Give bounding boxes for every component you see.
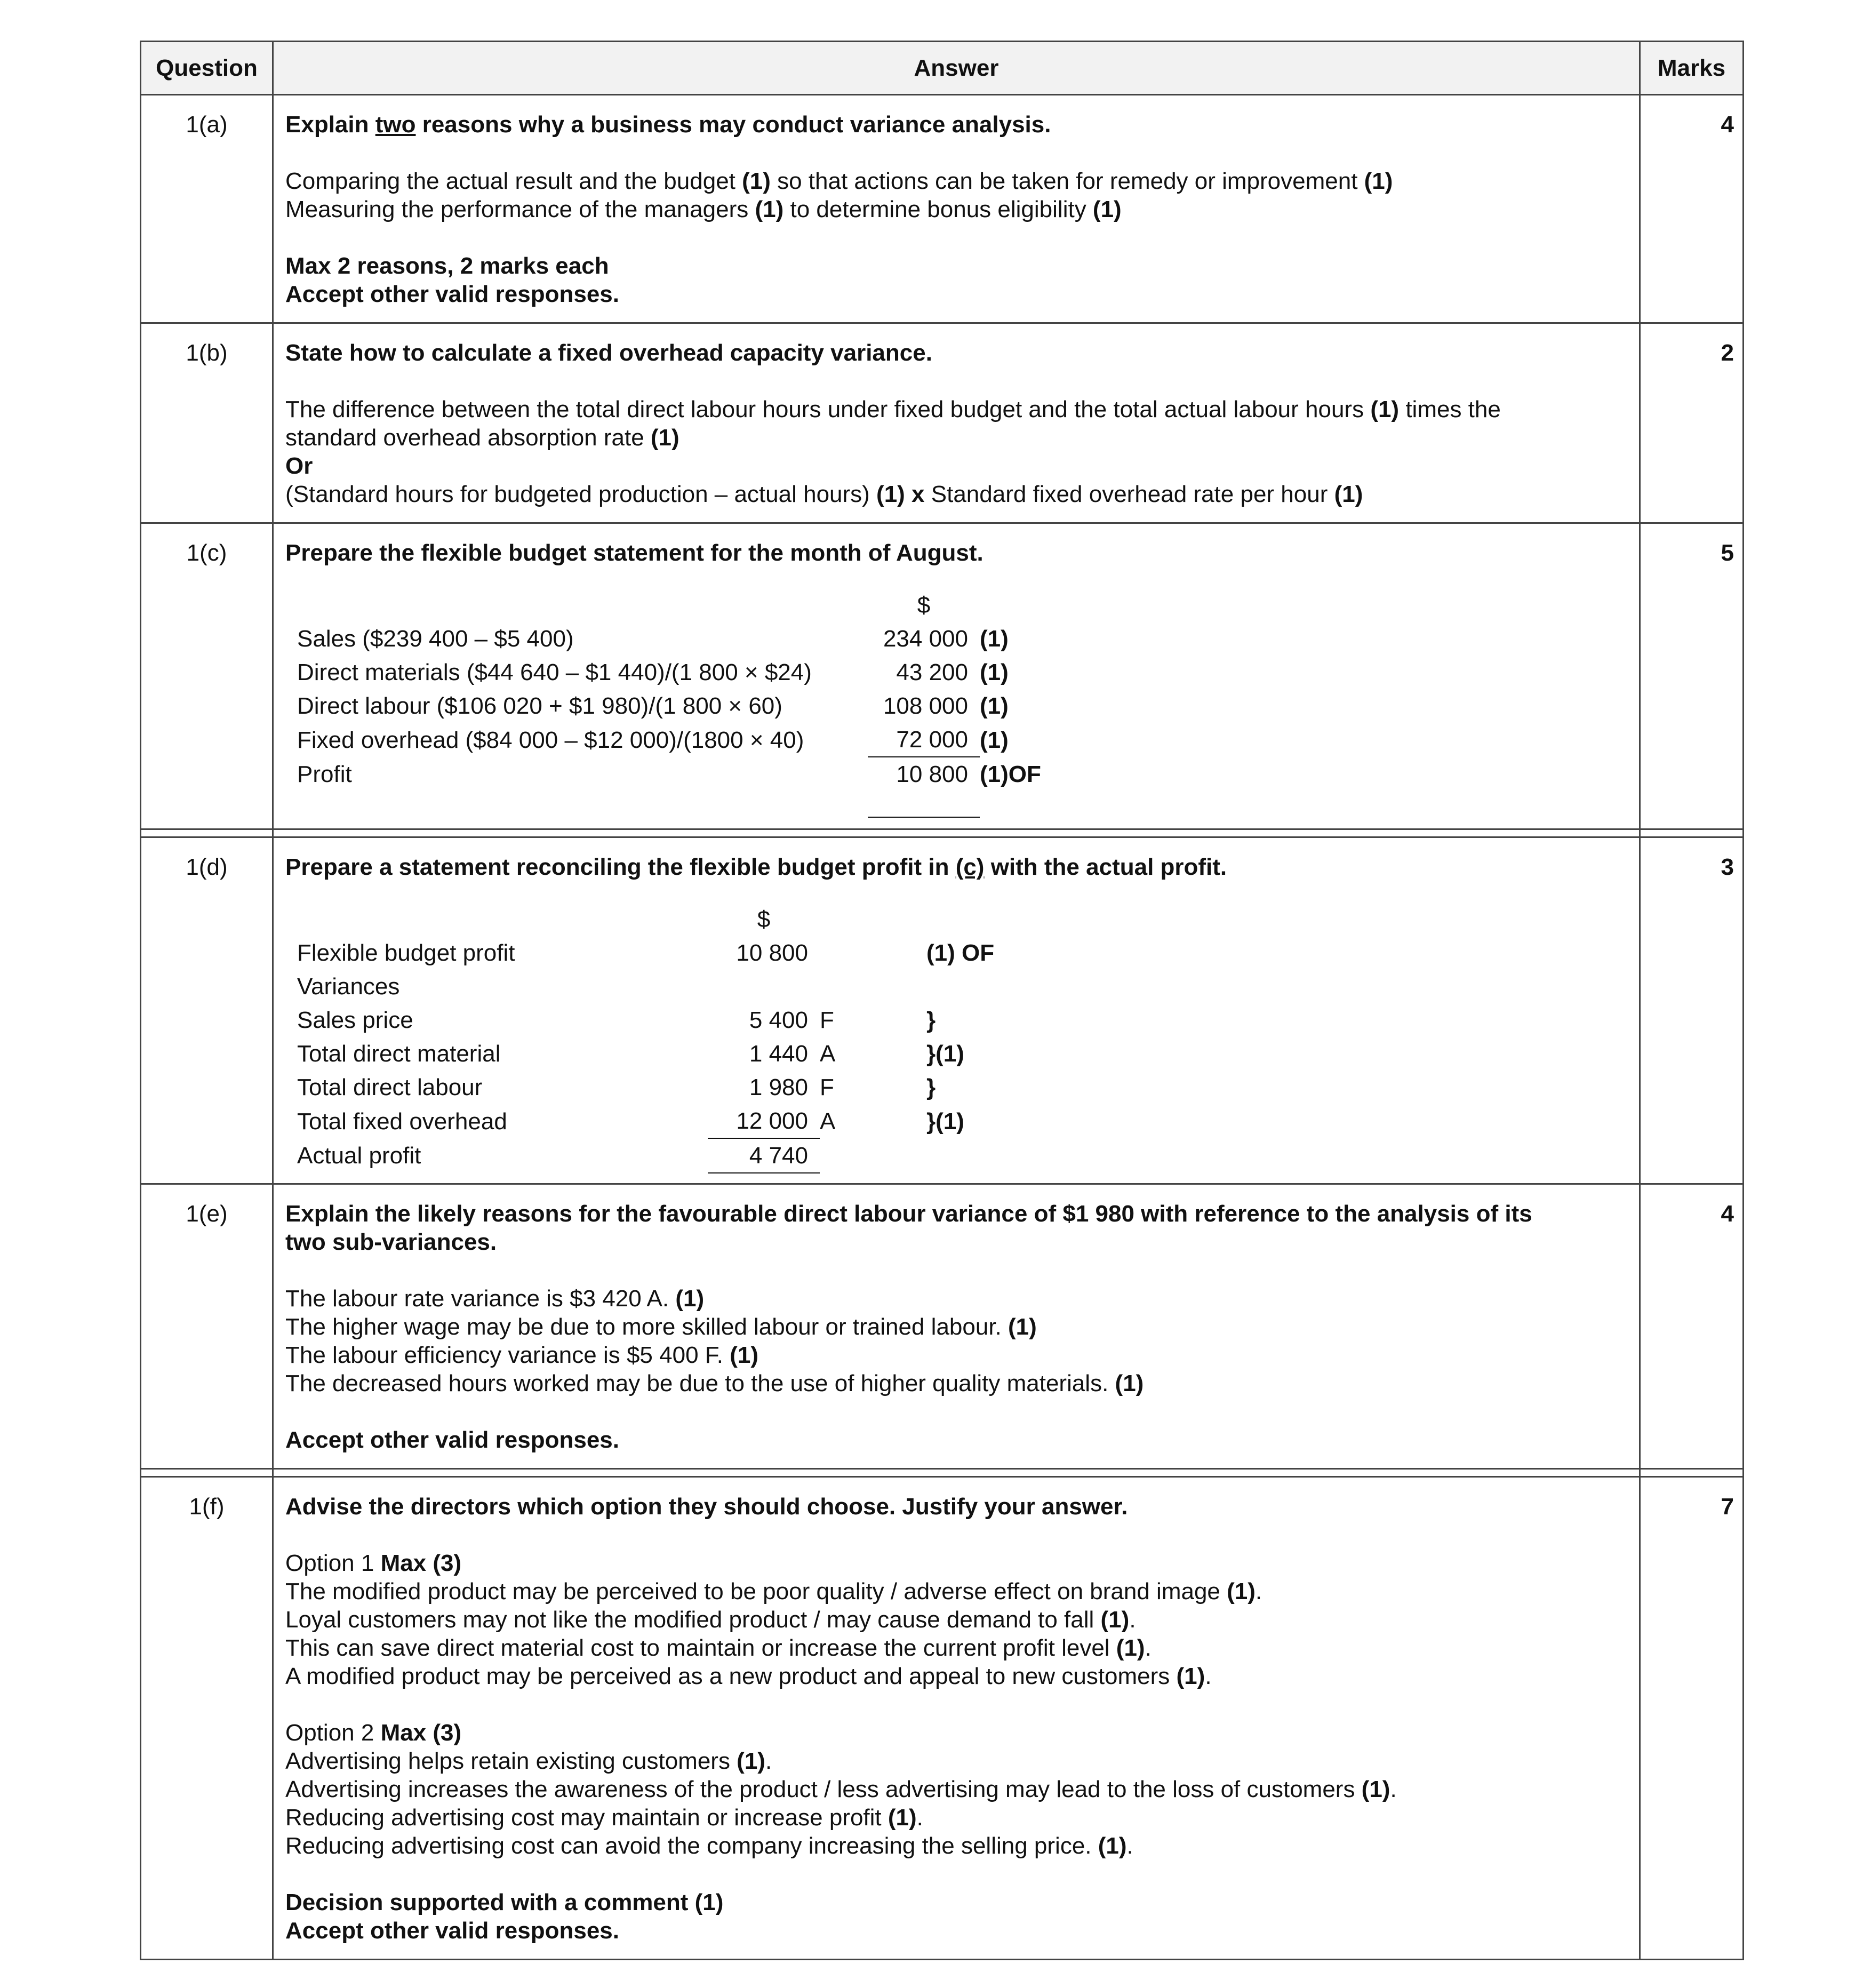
option-heading: Option 1 Max (3): [285, 1550, 462, 1576]
question-title: Advise the directors which option they should choose. Justify your answer.: [285, 1494, 1128, 1520]
guidance-note: Accept other valid responses.: [285, 281, 619, 307]
statement-row: Sales price 5 400 F }: [297, 1007, 936, 1033]
currency-header: $: [757, 906, 771, 932]
statement-row: Sales ($239 400 – $5 400) 234 000 (1): [297, 626, 1009, 652]
answer-cell: [273, 837, 1640, 1184]
question-title: Prepare a statement reconciling the flexible budget profit in (c) with the actual profit.: [285, 854, 1227, 880]
statement-row: Direct labour ($106 020 + $1 980)/(1 800 × 60) 108 000 (1): [297, 693, 1009, 719]
question-number: 1(b): [141, 323, 273, 523]
statement-row: Fixed overhead ($84 000 – $12 000)/(1800 × 40) 72 000 (1): [297, 723, 1054, 757]
guidance-note: Accept other valid responses.: [285, 1427, 619, 1453]
or-label: Or: [285, 453, 313, 479]
guidance-note: Max 2 reasons, 2 marks each: [285, 253, 609, 279]
question-title: Explain the likely reasons for the favourable direct labour variance of $1 980 with reference to the analysis of its: [285, 1201, 1532, 1227]
question-row-1f: [141, 1477, 1744, 1960]
answer-line: Loyal customers may not like the modified product / may cause demand to fall (1).: [285, 1607, 1136, 1633]
question-number: 1(d): [141, 837, 273, 1184]
answer-line: Advertising helps retain existing customers (1).: [285, 1748, 772, 1774]
statement-row: Direct materials ($44 640 – $1 440)/(1 800 × $24) 43 200 (1): [297, 659, 1009, 685]
question-title: State how to calculate a fixed overhead capacity variance.: [285, 340, 932, 366]
answer-line: standard overhead absorption rate (1): [285, 425, 679, 451]
header-row: [141, 42, 1744, 95]
answer-line: A modified product may be perceived as a new product and appeal to new customers (1).: [285, 1663, 1212, 1689]
marks-value: 4: [1640, 1184, 1744, 1469]
question-number: 1(a): [141, 95, 273, 323]
marks-value: 7: [1640, 1477, 1744, 1960]
answer-cell: [273, 323, 1640, 523]
answer-line: This can save direct material cost to maintain or increase the current profit level (1).: [285, 1635, 1152, 1661]
answer-cell: [273, 523, 1640, 829]
answer-line: The decreased hours worked may be due to the use of higher quality materials. (1): [285, 1370, 1144, 1396]
answer-line: Comparing the actual result and the budget (1) so that actions can be taken for remedy or improvement (1): [285, 168, 1393, 194]
reconciliation-statement: [297, 903, 1033, 1173]
currency-header: $: [917, 592, 931, 618]
answer-line: Advertising increases the awareness of the product / less advertising may lead to the loss of customers (1).: [285, 1776, 1397, 1802]
question-number: 1(c): [141, 523, 273, 829]
answer-line: The difference between the total direct labour hours under fixed budget and the total actual labour hours (1) times the: [285, 396, 1501, 422]
answer-line: The labour rate variance is $3 420 A. (1): [285, 1286, 705, 1312]
answer-cell: [273, 95, 1640, 323]
question-row-1c: [141, 523, 1744, 829]
guidance-note: Decision supported with a comment (1): [285, 1889, 724, 1915]
answer-line: The higher wage may be due to more skilled labour or trained labour. (1): [285, 1314, 1037, 1340]
answer-cell: [273, 1184, 1640, 1469]
question-row-1a: [141, 95, 1744, 323]
header-question: Question: [141, 42, 273, 95]
marks-value: 3: [1640, 837, 1744, 1184]
statement-row: Profit 10 800 (1)OF: [297, 761, 1041, 787]
marks-value: 4: [1640, 95, 1744, 323]
marks-value: 5: [1640, 523, 1744, 829]
question-row-1d: [141, 837, 1744, 1184]
answer-line: Measuring the performance of the managers (1) to determine bonus eligibility (1): [285, 196, 1122, 222]
answer-line: The modified product may be perceived to be poor quality / adverse effect on brand image (1).: [285, 1578, 1262, 1604]
guidance-note: Accept other valid responses.: [285, 1918, 619, 1944]
statement-row: Total direct material 1 440 A }(1): [297, 1041, 964, 1067]
question-row-1e: [141, 1184, 1744, 1469]
header-marks: Marks: [1640, 42, 1744, 95]
question-number: 1(e): [141, 1184, 273, 1469]
statement-row: Actual profit 4 740: [297, 1138, 1033, 1173]
statement-row: Total fixed overhead 12 000 A }(1): [297, 1104, 1033, 1138]
question-row-1b: [141, 323, 1744, 523]
statement-row: Flexible budget profit 10 800 (1) OF: [297, 940, 995, 966]
answer-line: (Standard hours for budgeted production – actual hours) (1) x Standard fixed overhead rate per hour (1): [285, 481, 1363, 507]
mark-scheme-table: [140, 41, 1744, 1960]
answer-line: The labour efficiency variance is $5 400 F. (1): [285, 1342, 758, 1368]
mark-scheme-document: [140, 41, 1742, 1960]
answer-line: Reducing advertising cost may maintain or increase profit (1).: [285, 1805, 923, 1831]
marks-value: 2: [1640, 323, 1744, 523]
statement-row: Total direct labour 1 980 F }: [297, 1074, 936, 1100]
header-answer: Answer: [273, 42, 1640, 95]
answer-line: Reducing advertising cost can avoid the company increasing the selling price. (1).: [285, 1833, 1133, 1859]
question-number: 1(f): [141, 1477, 273, 1960]
option-heading: Option 2 Max (3): [285, 1720, 462, 1746]
answer-cell: [273, 1477, 1640, 1960]
question-title: two sub-variances.: [285, 1229, 497, 1255]
question-title: Explain two reasons why a business may conduct variance analysis.: [285, 111, 1051, 138]
statement-row: Variances: [297, 973, 400, 1000]
question-title: Prepare the flexible budget statement for the month of August.: [285, 540, 984, 566]
flexible-budget-statement: [297, 588, 1054, 818]
